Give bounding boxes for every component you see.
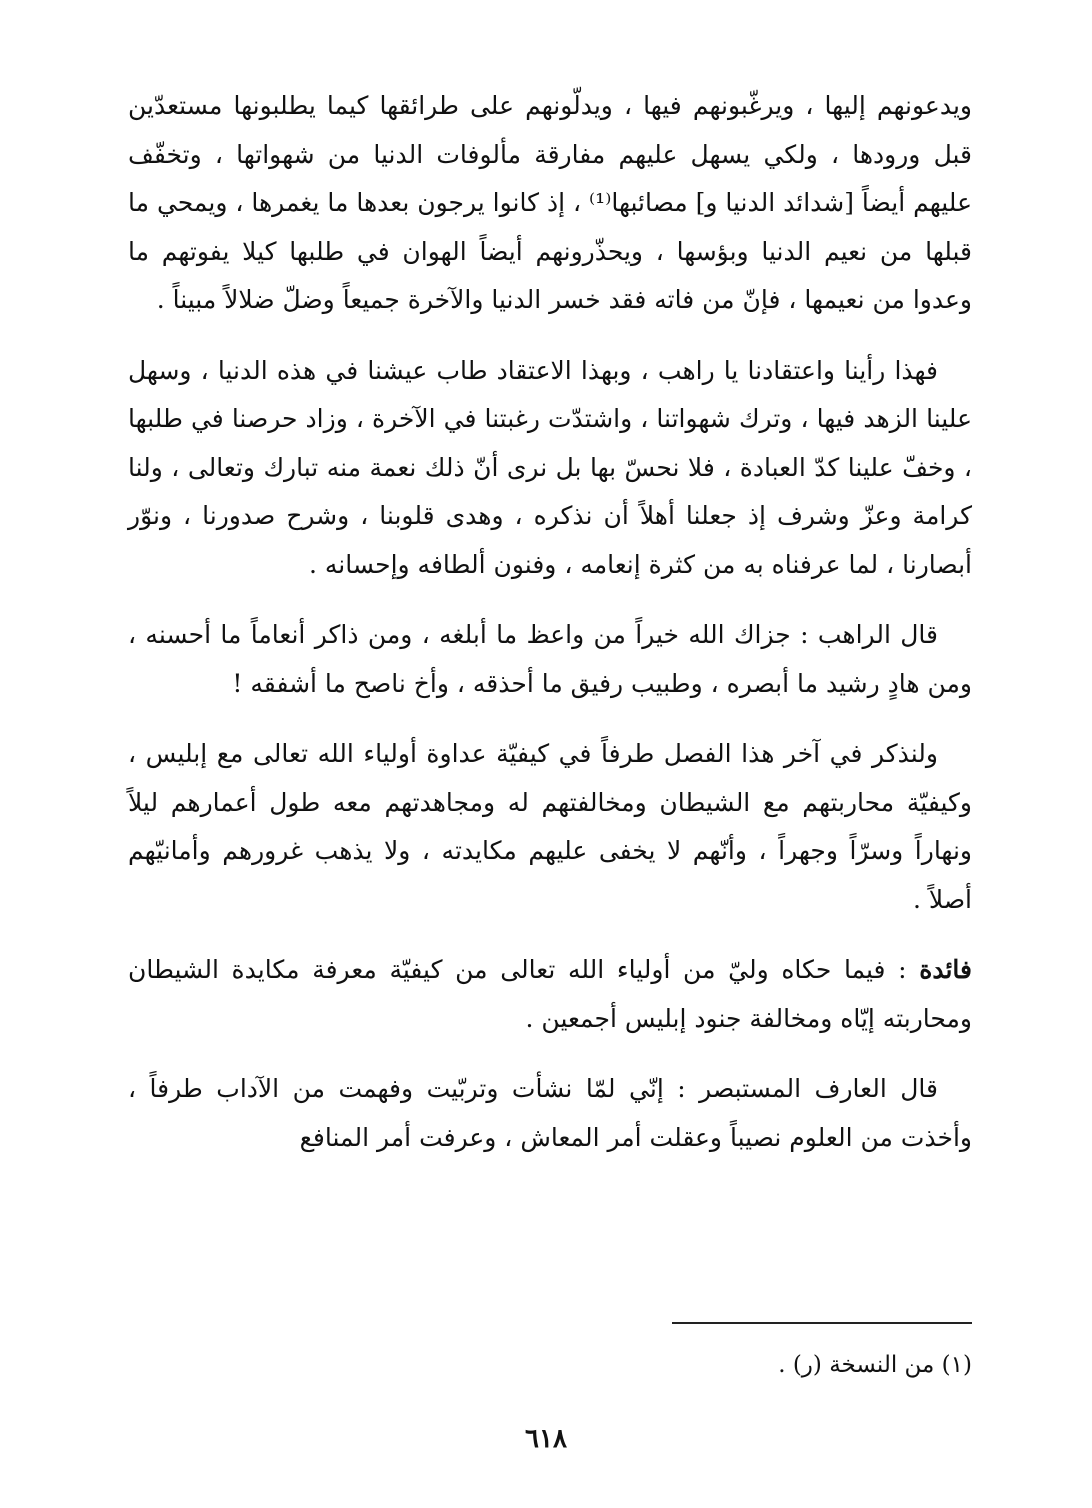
page-number: ٦١٨ [525,1424,567,1454]
footnote: (١) من النسخة (ر) . [778,1352,972,1378]
paragraph-2 [128,347,972,590]
paragraph-6 [128,1065,972,1162]
footnote-divider [672,1322,972,1324]
paragraph-3-text: قال الراهب : جزاك الله خيراً من واعظ ما أبلغه ، ومن ذاكر أنعاماً ما أحسنه ، ومن هادٍ رشيد ما أبصره ، وطبيب رفيق ما أحذقه ، وأخ ناصح ما أشفقه ! [128,620,972,698]
paragraph-5-text: : فيما حكاه وليّ من أولياء الله تعالى من كيفيّة معرفة مكايدة الشيطان ومحاربته إيّاه ومخالفة جنود إبليس أجمعين . [128,955,972,1033]
paragraph-6-text: قال العارف المستبصر : إنّي لمّا نشأت وتربّيت وفهمت من الآداب طرفاً ، وأخذت من العلوم نصيباً وعقلت أمر المعاش ، وعرفت أمر المنافع [128,1074,972,1152]
paragraph-2-text: فهذا رأينا واعتقادنا يا راهب ، وبهذا الاعتقاد طاب عيشنا في هذه الدنيا ، وسهل علينا الزهد فيها ، وترك شهواتنا ، واشتدّت رغبتنا في الآخرة ، وزاد حرصنا في طلبها ، وخفّ علينا كدّ العبادة ، فلا نحسّ بها بل نرى أنّ ذلك نعمة منه تبارك وتعالى ، ولنا كرامة وعزّ وشرف إذ جعلنا أهلاً أن نذكره ، وهدى قلوبنا ، وشرح صدورنا ، ونوّر أبصارنا ، لما عرفناه به من كثرة إنعامه ، وفنون ألطافه وإحسانه . [128,355,972,579]
benefit-heading: فائدة [919,955,972,984]
paragraph-3 [128,611,972,708]
paragraph-4-text: ولنذكر في آخر هذا الفصل طرفاً في كيفيّة عداوة أولياء الله تعالى مع إبليس ، وكيفيّة محاربتهم مع الشيطان ومخالفتهم له ومجاهدتهم معه طول أعمارهم ليلاً ونهاراً وسرّاً وجهراً ، وأنّهم لا يخفى عليهم مكايدته ، ولا يذهب غرورهم وأمانيّهم أصلاً . [128,739,972,914]
paragraph-5 [128,946,972,1043]
paragraph-1: ويدعونهم إليها ، ويرغّبونهم فيها ، ويدلّونهم على طرائقها كيما يطلبونها مستعدّين قبل ورودها ، ولكي يسهل عليهم مفارقة مألوفات الدنيا من شهواتها ، وتخفّف عليهم أيضاً [شدائد الدنيا و] مصائبها⁽¹⁾ ، إذ كانوا يرجون بعدها ما يغمرها ، ويمحي ما قبلها من نعيم الدنيا وبؤسها ، ويحذّرونهم أيضاً الهوان في طلبها كيلا يفوتهم ما وعدوا من نعيمها ، فإنّ من فاته فقد خسر الدنيا والآخرة جميعاً وضلّ ضلالاً مبيناً . [128,91,972,314]
paragraph-4 [128,730,972,924]
page-body [128,82,972,1184]
